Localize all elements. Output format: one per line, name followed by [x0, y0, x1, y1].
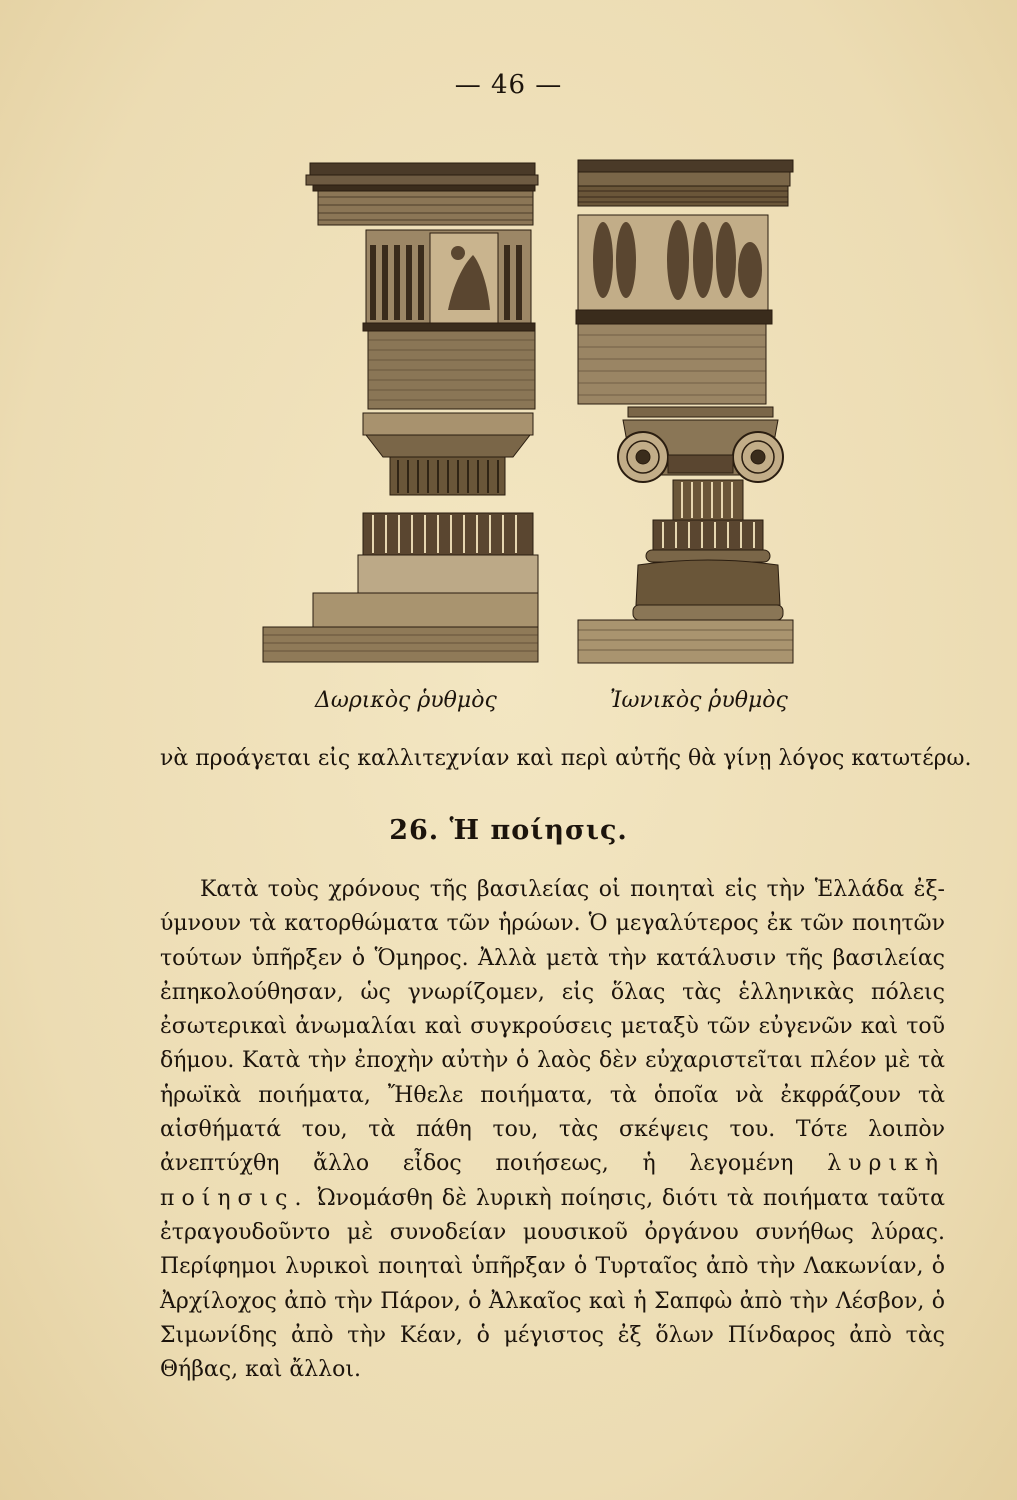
continuation-line: νὰ προάγεται εἰς καλλιτεχνίαν καὶ περὶ αὐτῆς θὰ γίνῃ λόγος κατωτέρω. — [160, 746, 972, 771]
ionic-caption: Ἰωνικὸς ῥυθμὸς — [610, 688, 788, 713]
architectural-orders-figure — [258, 135, 798, 670]
ionic-order-illustration — [576, 160, 793, 663]
page-number: — 46 — — [454, 70, 563, 100]
doric-caption: Δωρικὸς ῥυθμὸς — [315, 688, 497, 713]
paragraph-text-a: Κατὰ τοὺς χρόνους τῆς βασιλείας οἱ ποιηταὶ εἰς τὴν Ἑλλάδα ἐξ-ύμνουν τὰ κατορθώματα τῶν ἡρώων. Ὁ μεγαλύτερος ἐκ τῶν ποιητῶν τούτων ὑπῆρξεν ὁ Ὅμηρος. Ἀλλὰ μετὰ τὴν κατάλυσιν τῆς βασιλείας ἐπηκολούθησαν, ὡς γνωρίζομεν, εἰς ὅλας τὰς ἑλληνικὰς πόλεις ἐσωτερικαὶ ἀνωμαλίαι καὶ συγκρούσεις μεταξὺ τῶν εὐγενῶν καὶ τοῦ δήμου. Κατὰ τὴν ἐποχὴν αὐτὴν ὁ λαὸς δὲν εὐχαριστεῖται πλέον μὲ τὰ ἡρωϊκὰ ποιήματα, Ἤθελε ποιήματα, τὰ ὁποῖα νὰ ἐκφράζουν τὰ αἰσθήματά του, τὰ πάθη του, τὰς σκέψεις του. Τότε λοιπὸν ἀνεπτύχθη ἄλλο εἶδος ποιήσεως, ἡ λεγομένη — [160, 877, 945, 1177]
lyric-poetry-emphasis: λυρικὴ ποίησις. — [160, 1151, 945, 1211]
section-heading: 26. Ἡ ποίησις. — [389, 815, 628, 846]
section-paragraph — [160, 873, 945, 1387]
paragraph-text-b: Ὠνομάσθη δὲ λυρικὴ ποίησις, διότι τὰ ποιήματα ταῦτα ἐτραγουδοῦντο μὲ συνοδείαν μουσικοῦ ὀργάνου συνήθως λύρας. Περίφημοι λυρικοὶ ποιηταὶ ὑπῆρξαν ὁ Τυρταῖος ἀπὸ τὴν Λακωνίαν, ὁ Ἀρχίλοχος ἀπὸ τὴν Πάρον, ὁ Ἀλκαῖος καὶ ἡ Σαπφὼ ἀπὸ τὴν Λέσβον, ὁ Σιμωνίδης ἀπὸ τὴν Κέαν, ὁ μέγιστος ἐξ ὅλων Πίνδαρος ἀπὸ τὰς Θήβας, καὶ ἄλλοι. — [160, 1185, 945, 1383]
doric-order-illustration — [263, 163, 538, 662]
